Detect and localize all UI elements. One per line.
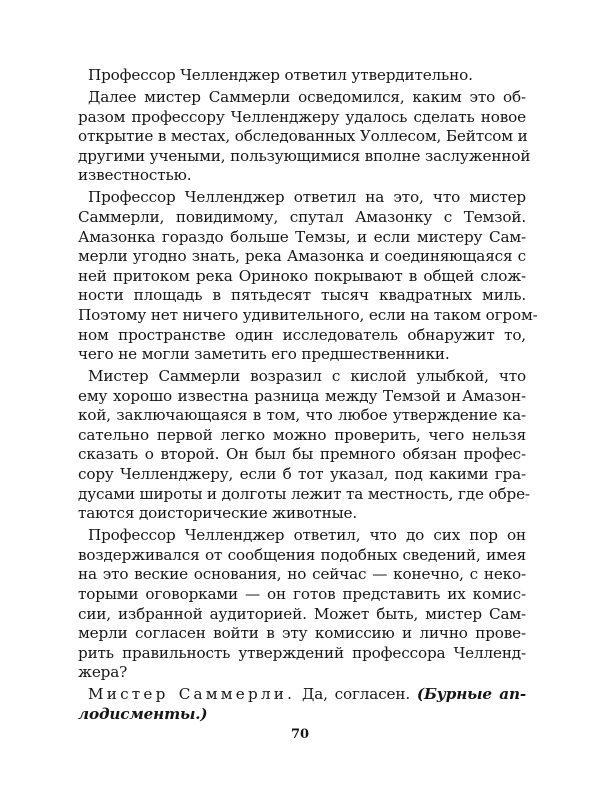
text-line: Профессор Челленджер ответил на это, что мистер xyxy=(88,188,526,207)
text-line: Далее мистер Саммерли осведомился, каким это об- xyxy=(88,87,526,106)
text-line: Мистер Саммерли возразил с кислой улыбкой, что xyxy=(88,367,526,386)
text-line: ном пространстве один исследователь обнаружит то, xyxy=(78,325,526,344)
text-line: Амазонка гораздо больше Темзы, и если мистеру Сам- xyxy=(78,227,526,246)
text-line: Саммерли, повидимому, спутал Амазонку с Темзой. xyxy=(78,207,526,226)
stage-remark-cont: лодисменты.) xyxy=(78,704,208,723)
paragraph xyxy=(78,66,526,86)
text-line: сору Челленджеру, если б тот указал, под какими гра- xyxy=(78,465,526,484)
text-line: мерли согласен войти в эту комиссию и лично прове- xyxy=(78,624,526,643)
text-line: жера? xyxy=(78,663,128,682)
text-line: Профессор Челленджер ответил утвердительно. xyxy=(88,66,473,84)
text-line: воздерживался от сообщения подобных сведений, имея xyxy=(78,545,526,564)
text-line: ему хорошо известна разница между Темзой и Амазон- xyxy=(78,386,526,405)
paragraph xyxy=(78,526,526,683)
text-line: на это веские основания, но сейчас — конечно, с неко- xyxy=(78,565,526,584)
text-line: ности площадь в пятьдесят тысяч квадратных миль. xyxy=(78,286,526,305)
text-line: таются доисторические животные. xyxy=(78,504,358,523)
text-line: Профессор Челленджер ответил, что до сих пор он xyxy=(88,526,526,545)
text-line: дусами широты и долготы лежит та местность, где обре- xyxy=(78,484,530,503)
text-line xyxy=(78,705,526,725)
paragraphs xyxy=(78,66,538,683)
stage-remark: (Бурные ап- xyxy=(416,685,526,704)
paragraph xyxy=(78,87,531,186)
text-line: торыми оговорками — он готов представить их комис- xyxy=(78,585,526,603)
text-line xyxy=(78,685,526,705)
text-line: рить правильность утверждений профессора Челленд- xyxy=(78,643,526,662)
text-line: открытие в местах, обследованных Уоллесом, Бейтсом и xyxy=(78,127,528,146)
text-line: известностью. xyxy=(78,166,192,185)
text-line: кой, заключающаяся в том, что любое утверждение ка- xyxy=(78,406,526,425)
paragraph xyxy=(78,188,538,364)
text-line: ней притоком река Ориноко покрывают в общей слож- xyxy=(78,266,526,285)
text-line: мерли угодно знать, река Амазонка и соединяющаяся с xyxy=(78,247,526,266)
text-line: сказать о второй. Он был бы премного обязан профес- xyxy=(78,445,526,464)
page-number: 70 xyxy=(290,727,310,742)
paragraph-final xyxy=(78,685,526,724)
text-line: разом профессору Челленджеру удалось сделать новое xyxy=(78,107,526,126)
text-line: чего не могли заметить его предшественники. xyxy=(78,345,450,364)
text-line: сии, избранной аудиторией. Может быть, мистер Сам- xyxy=(78,604,526,623)
speech: Да, согласен. xyxy=(302,685,411,704)
text-line: другими учеными, пользующимися вполне заслуженной xyxy=(78,146,531,165)
text-line: сательно первой легко можно проверить, чего нельзя xyxy=(78,425,526,444)
text-line: Поэтому нет ничего удивительного, если на таком огром- xyxy=(78,305,538,324)
speaker-name: Мистер Саммерли. xyxy=(88,685,296,704)
paragraph xyxy=(78,367,530,524)
page-text xyxy=(78,66,538,727)
